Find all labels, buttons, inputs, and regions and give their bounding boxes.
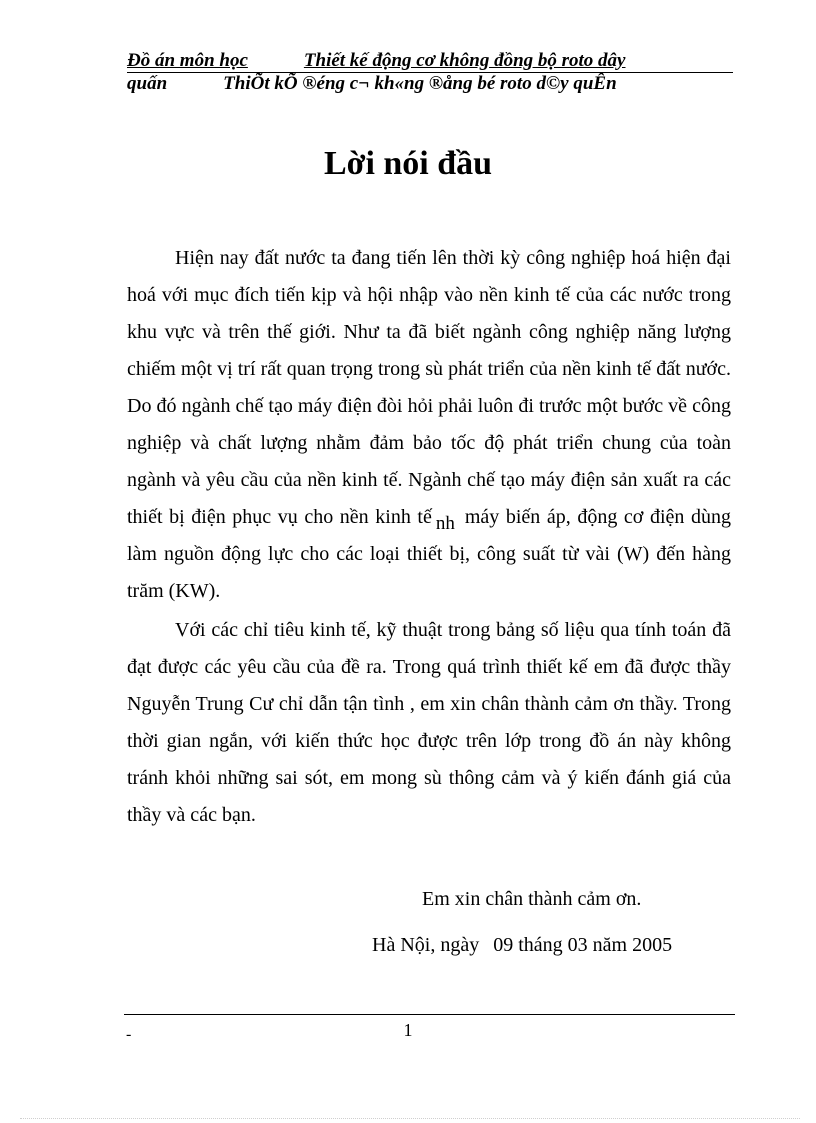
place-date-label: Hà Nội, ngày bbox=[372, 934, 480, 956]
paragraph-1-fragment: nh bbox=[435, 513, 455, 534]
header-line-2 bbox=[127, 72, 733, 95]
page-number: 1 bbox=[403, 1020, 413, 1040]
footer-rule bbox=[124, 1014, 735, 1015]
footer-dash: - bbox=[126, 1026, 132, 1043]
page-header bbox=[127, 49, 733, 95]
page-edge-divider bbox=[20, 1118, 800, 1119]
course-label: Đồ án môn học bbox=[127, 50, 248, 71]
paragraph-1-after: máy biến áp, động cơ điện dùng làm nguồn động lực cho các loại thiết bị, công suất từ vài (W) đến hàng trăm (KW). bbox=[127, 506, 731, 602]
paragraph-1-before: Hiện nay đất nước ta đang tiến lên thời kỳ công nghiệp hoá hiện đại hoá với mục đích tiến kịp và hội nhập vào nền kinh tế của các nước trong khu vực và trên thế giới. Như ta đã biết ngành công nghiệp năng lượng chiếm một vị trí rất quan trọng trong sù phát triển của nền kinh tế đất nước. Do đó ngành chế tạo máy điện đòi hỏi phải luôn đi trước một bước về công nghiệp và chất lượng nhằm đảm bảo tốc độ phát triển chung của toàn ngành và yêu cầu của nền kinh tế. Ngành chế tạo máy điện sản xuất ra các thiết bị điện phục vụ cho nền kinh tế bbox=[127, 247, 731, 528]
topic-title-garbled: ThiÕt kÕ ®éng c¬ kh«ng ®ång bé roto d©y quÊn bbox=[223, 73, 617, 94]
date-value: 09 tháng 03 năm 2005 bbox=[493, 934, 673, 956]
header-line-1 bbox=[127, 49, 733, 72]
closing-place-date bbox=[372, 932, 672, 958]
topic-title-line-1: Thiết kế động cơ không đồng bộ roto dây bbox=[303, 50, 626, 71]
closing-thanks: Em xin chân thành cảm ơn. bbox=[422, 888, 642, 910]
paragraph-1 bbox=[127, 240, 731, 610]
document-body bbox=[127, 240, 731, 836]
page-title: Lời nói đầu bbox=[323, 145, 493, 182]
header-rule bbox=[127, 72, 733, 73]
paragraph-2: Với các chỉ tiêu kinh tế, kỹ thuật trong bảng số liệu qua tính toán đã đạt được các yêu cầu của đề ra. Trong quá trình thiết kế em đã được thầy Nguyễn Trung Cư chỉ dẫn tận tình , em xin chân thành cảm ơn thầy. Trong thời gian ngắn, với kiến thức học được trên lớp trong đồ án này không tránh khỏi những sai sót, em mong sù thông cảm và ý kiến đánh giá của thầy và các bạn. bbox=[127, 619, 731, 826]
topic-title-line-2: quấn bbox=[127, 73, 168, 94]
